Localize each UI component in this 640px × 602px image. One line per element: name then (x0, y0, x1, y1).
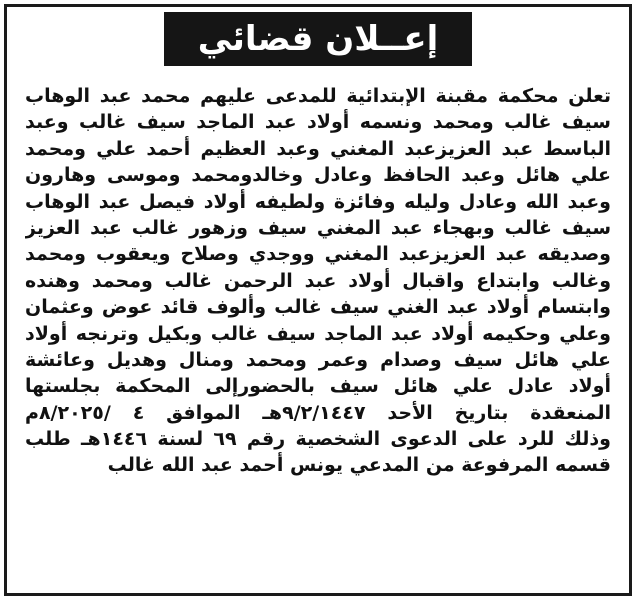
notice-line: سيف غالب ومحمد ونسمه أولاد عبد الماجد سيف غالب وعبد (25, 111, 611, 134)
notice-line: الباسط عبد العزيزعبد المغني وعبد العظيم أحمد علي ومحمد (25, 137, 611, 160)
notice-line: وعبد الله وعادل وليله وفائزة ولطيفه أولاد فيصل عبد الوهاب (25, 190, 611, 213)
notice-line: وصديقه عبد العزيزعبد المغني ووجدي وصلاح ويعقوب ومحمد (25, 243, 611, 266)
notice-line: علي هائل سيف وصدام وعمر ومحمد ومنال وهديل وعائشة (25, 348, 611, 371)
notice-line: علي هائل وعبد الحافظ وعادل وخالدومحمد وموسى وهارون (25, 164, 611, 187)
notice-body (25, 83, 611, 479)
notice-line: وذلك للرد على الدعوى الشخصية رقم ٦٩ لسنة ١٤٤٦هـ طلب (25, 428, 611, 451)
notice-header (7, 7, 629, 67)
notice-title: إعــلان قضائي (164, 12, 473, 66)
notice-line: وعلي وحكيمه أولاد عبد الماجد سيف غالب وبكيل وترنجه أولاد (25, 322, 611, 345)
notice-line: قسمه المرفوعة من المدعي يونس أحمد عبد الله غالب (107, 454, 611, 477)
notice-line: سيف غالب وبهجاء عبد المغني سيف وزهور غالب عبد العزيز (25, 216, 611, 239)
notice-line: المنعقدة بتاريخ الأحد ٩/٢/١٤٤٧هـ الموافق ٤ /٨/٢٠٢٥م (25, 401, 611, 424)
notice-line: وغالب وابتداع واقبال أولاد عبد الرحمن غالب ومحمد وهنده (25, 269, 611, 292)
notice-line: وابتسام أولاد عبد الغني سيف غالب وألوف قائد عوض وعثمان (25, 296, 611, 319)
notice-line: أولاد عادل علي هائل سيف بالحضورإلى المحكمة بجلستها (25, 375, 611, 398)
notice-line: تعلن محكمة مقبنة الإبتدائية للمدعى عليهم محمد عبد الوهاب (25, 85, 611, 107)
legal-notice (4, 4, 632, 596)
